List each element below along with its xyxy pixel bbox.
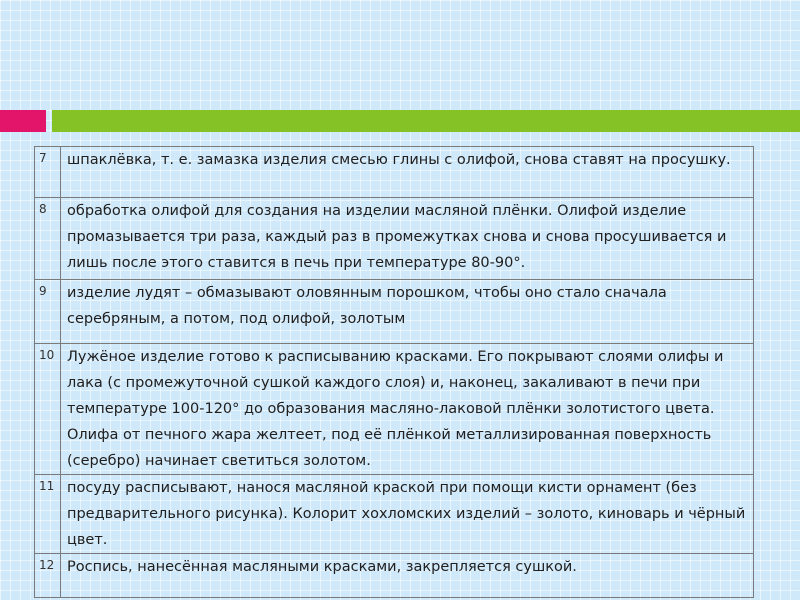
table-row (35, 280, 754, 344)
step-number: 7 (35, 147, 61, 198)
step-description: Лужёное изделие готово к расписыванию красками. Его покрывают слоями олифы и лака (с промежуточной сушкой каждого слоя) и, наконец, закаливают в печи при температуре 100-120° до образования масляно-лаковой плёнки золотистого цвета. Олифа от печного жара желтеет, под её плёнкой металлизированная поверхность (серебро) начинает светиться золотом. (61, 344, 754, 475)
table-row (35, 475, 754, 554)
table-row (35, 344, 754, 475)
steps-table (34, 146, 754, 598)
accent-bar-green (52, 110, 800, 132)
step-description: изделие лудят – обмазывают оловянным порошком, чтобы оно стало сначала серебряным, а потом, под олифой, золотым (61, 280, 754, 344)
step-number: 11 (35, 475, 61, 554)
table-row (35, 554, 754, 598)
step-description: Роспись, нанесённая масляными красками, закрепляется сушкой. (61, 554, 754, 598)
step-description: шпаклёвка, т. е. замазка изделия смесью глины с олифой, снова ставят на просушку. (61, 147, 754, 198)
table-row (35, 198, 754, 280)
step-number: 8 (35, 198, 61, 280)
step-number: 12 (35, 554, 61, 598)
table-row (35, 147, 754, 198)
accent-bar-pink (0, 110, 46, 132)
step-number: 10 (35, 344, 61, 475)
steps-table-container (34, 146, 754, 598)
step-description: посуду расписывают, нанося масляной краской при помощи кисти орнамент (без предварительного рисунка). Колорит хохломских изделий – золото, киноварь и чёрный цвет. (61, 475, 754, 554)
step-number: 9 (35, 280, 61, 344)
step-description: обработка олифой для создания на изделии масляной плёнки. Олифой изделие промазывается три раза, каждый раз в промежутках снова и снова просушивается и лишь после этого ставится в печь при температуре 80-90°. (61, 198, 754, 280)
